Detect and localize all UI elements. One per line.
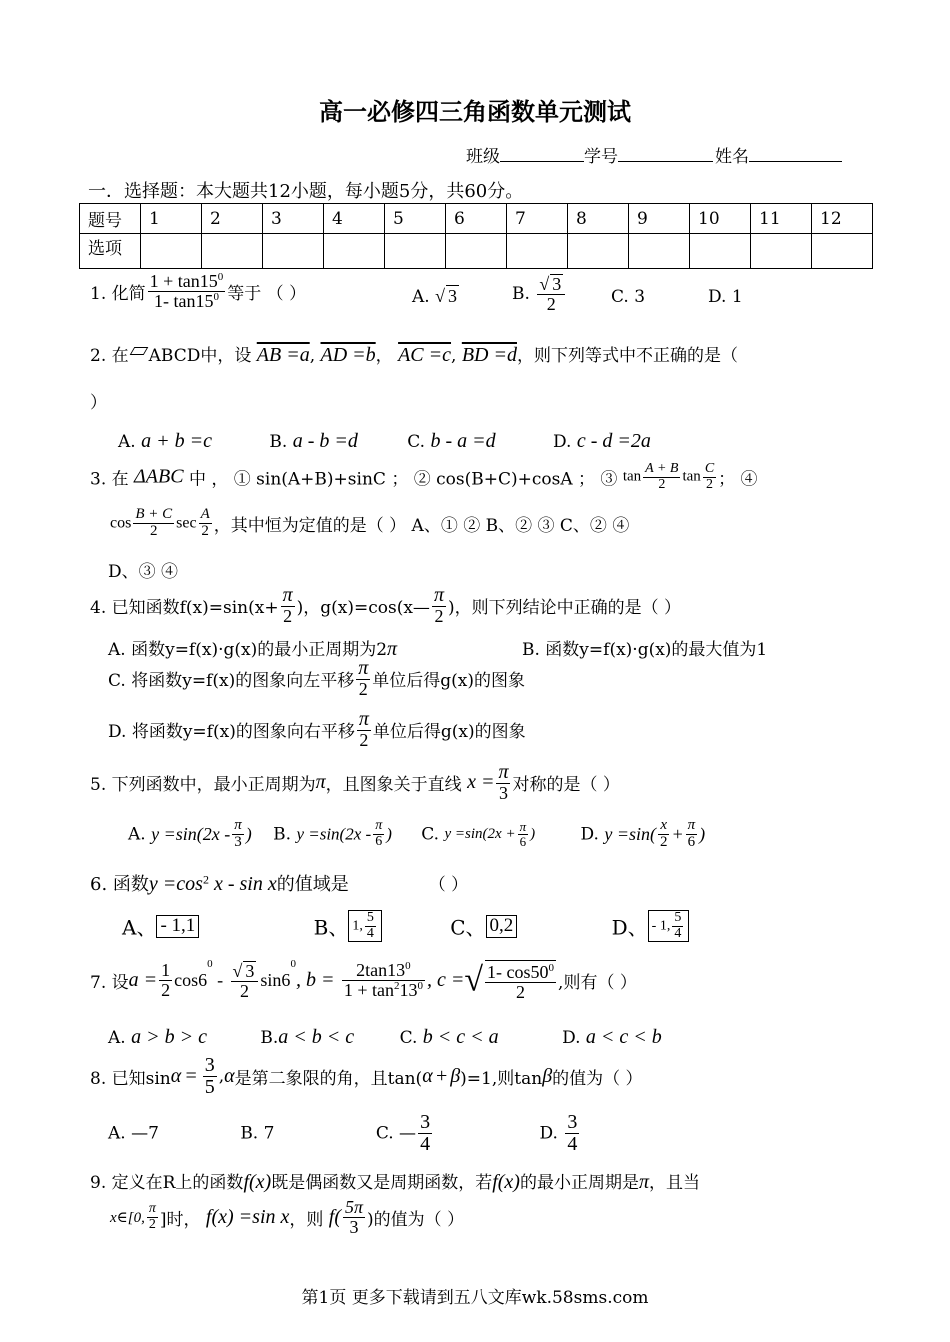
answer-cell[interactable] [446, 234, 507, 269]
q7-av: a = [128, 969, 158, 991]
q6-b-frac [365, 911, 376, 941]
q7-d-label: D. [562, 1028, 581, 1048]
table-cell: 9 [629, 204, 690, 234]
q7-bd1: 1 + tan [343, 980, 394, 1000]
q8-alpha: α [422, 1065, 433, 1087]
q8-beta: β [450, 1065, 461, 1087]
q8-a-opt: A. —7 [108, 1123, 159, 1144]
q6-four: 4 [366, 925, 374, 941]
q3-frac1 [643, 462, 680, 492]
table-cell: 2 [202, 204, 263, 234]
q2-bd: BD =d [461, 344, 517, 366]
q5-pi: π [687, 817, 696, 833]
q4-frac1 [281, 585, 295, 626]
q9-frac1 [147, 1202, 158, 1232]
q5-c-label: C. [421, 824, 440, 845]
question-5 [90, 762, 620, 803]
q5-a-frac [232, 818, 244, 851]
q1-b-label: B. [512, 283, 530, 304]
q5-pi: π [234, 817, 242, 833]
q5-a-expr: y =sin(2x - [151, 823, 231, 844]
q1-b-num: 3 [552, 274, 562, 294]
q5-b-frac [373, 819, 384, 849]
q7-one: 1 [161, 960, 171, 981]
q9-xin: x∈[0, [110, 1209, 145, 1226]
q3-tail: ，其中恒为定值的是（ ） A、① ② B、② ③ C、② ④ [213, 515, 630, 536]
q9-pi: π [148, 1201, 156, 1217]
table-cell: 选项 [80, 234, 141, 269]
question-4 [90, 585, 681, 626]
q5-six: 6 [687, 833, 696, 850]
table-cell: 6 [446, 204, 507, 234]
q1-num: 1 + tan15 [149, 271, 218, 291]
section-heading: 一．选择题：本大题共12小题，每小题5分，共60分。 [88, 181, 524, 202]
q1-option-c: C. 3 [611, 287, 646, 307]
q6-d-text: - 1, [651, 918, 671, 934]
answer-cell[interactable] [202, 234, 263, 269]
q5-pi: π [498, 761, 509, 783]
q5-three: 3 [234, 833, 242, 850]
q7-a-label: A. [108, 1028, 126, 1048]
q2-lead: 2. 在 [90, 346, 129, 366]
q7-two: 2 [516, 981, 526, 1002]
q3-frac3 [133, 507, 174, 540]
q7-deg: 0 [207, 958, 213, 970]
q1-suffix: 等于 （ ） [227, 283, 307, 304]
q4-option-d [108, 709, 526, 750]
q8-d: )=1,则tan [460, 1069, 543, 1089]
q4-pi: π [433, 584, 444, 606]
id-blank[interactable] [618, 143, 713, 162]
q2-b-expr: a - b =d [292, 430, 358, 452]
q5-a-close: ) [245, 823, 252, 844]
q2-tail: ，则下列等式中不正确的是（ [516, 346, 738, 366]
q4-c: )，则下列结论中正确的是（ ） [447, 597, 682, 618]
q1-b-den: 2 [546, 293, 556, 314]
question-9 [90, 1168, 700, 1194]
q8-e: 的值为（ ） [552, 1069, 643, 1089]
q7-a: 7. 设 [90, 973, 129, 993]
q7-b-expr: a < b < c [278, 1026, 355, 1048]
q7-deg: 0 [548, 961, 555, 974]
q1-a-val: 3 [447, 286, 457, 306]
q8-d-opt: D. [539, 1123, 558, 1144]
q5-pi: π [315, 770, 326, 793]
class-blank[interactable] [500, 143, 584, 162]
q5-d-frac1 [658, 818, 670, 851]
question-6 [90, 870, 468, 896]
q1-deg: 0 [217, 271, 224, 283]
q5-c-close: ) [530, 825, 536, 842]
q6-f2: x - sin x [208, 873, 277, 895]
q9-fsin: f(x) =sin x [205, 1205, 290, 1228]
q9-frac2 [343, 1198, 365, 1237]
table-cell: 11 [751, 204, 812, 234]
table-row [80, 204, 873, 234]
q2-b-label: B. [269, 432, 288, 452]
answer-cell[interactable] [141, 234, 202, 269]
q4-c-frac [356, 658, 370, 699]
q3-cos: cos [110, 514, 132, 532]
q3-c: C [704, 461, 715, 476]
answer-cell[interactable] [751, 234, 812, 269]
q4-pi: π [358, 657, 369, 679]
q8-c-opt: C. — [375, 1123, 417, 1144]
q5-d-frac2 [686, 818, 698, 851]
q2-c-label: C. [407, 432, 426, 452]
q6-sup: 2 [202, 872, 209, 887]
q7-c-expr: b < c < a [422, 1026, 499, 1048]
q2-ac: AC =c [398, 344, 452, 366]
q1-prefix: 1. 化简 [90, 283, 146, 304]
table-cell: 8 [568, 204, 629, 234]
q1-a-label: A. [412, 287, 430, 307]
q8-four: 4 [567, 1133, 578, 1155]
q5-x: x = [467, 770, 495, 793]
q4-pi: π [282, 584, 293, 606]
q2-ad: AD =b [320, 344, 376, 366]
q7-bn: 2tan13 [356, 960, 406, 981]
q8-beta: β [542, 1065, 553, 1087]
q1-option-a: A. √ 3 [412, 286, 457, 307]
q2-close: ） [90, 393, 107, 413]
q7-two: 2 [239, 980, 249, 1001]
q9-a: 9. 定义在R上的函数 [90, 1173, 244, 1193]
q3-tan: tan [682, 468, 701, 485]
q8-b: , [218, 1066, 225, 1087]
q1-b-frac: $\frac{√ 3}{2}$ [537, 274, 565, 314]
class-label: 班级 [466, 147, 500, 167]
q9-line2 [110, 1198, 464, 1237]
q5-b-expr: y =sin(2x - [296, 824, 372, 844]
q3-apb: A + B [645, 461, 679, 476]
q4-d-text1: D. 将函数y=f(x)的图象向右平移 [108, 721, 355, 742]
q4-option-b: B. 函数y=f(x)·g(x)的最大值为1 [522, 640, 768, 660]
q3-end: ； ④ [718, 469, 758, 490]
answer-cell[interactable] [812, 234, 873, 269]
question-7: 7. 设a = $\frac{1}{2}$ $\cos 6^0$ - $\frac{√ 3}{2}$ $\sin 6^0$, b = $\frac{2\tan 13^0}{1 + \tan^213^0}$ , c =√ $\frac{1- \cos 50^0}{2}$ ,则有（ ） [90, 958, 637, 1002]
q4-a-text: A. 函数y=f(x)·g(x)的最小正周期为2 [108, 640, 388, 660]
question-3 [90, 462, 758, 492]
parallelogram-icon [129, 347, 148, 355]
q8-frac [203, 1055, 217, 1098]
q7-cn: 1- cos50 [487, 961, 549, 982]
table-cell: 3 [263, 204, 324, 234]
page-title: 高一必修四三角函数单元测试 [319, 97, 631, 126]
q5-a-label: A. [128, 824, 146, 845]
q8-alpha: α [224, 1065, 235, 1087]
table-row [80, 234, 873, 269]
answer-cell[interactable] [690, 234, 751, 269]
table-cell: 7 [507, 204, 568, 234]
q4-d-frac [357, 709, 371, 750]
q3-frac4 [199, 507, 212, 540]
q9-three: 3 [349, 1216, 359, 1237]
q5-frac [496, 762, 510, 803]
answer-cell[interactable] [507, 234, 568, 269]
q7-sin6: sin6 [260, 970, 291, 990]
q5-x: x [658, 818, 670, 835]
q3-triangle: ΔABC [134, 465, 184, 488]
q7-b-label: B. [260, 1028, 279, 1048]
answer-cell[interactable] [568, 234, 629, 269]
q5-c: 对称的是（ ） [512, 774, 620, 795]
q3-two: 2 [201, 522, 209, 539]
table-cell: 5 [385, 204, 446, 234]
q7-sup2: 2 [394, 980, 400, 992]
q9-d: ，且当 [649, 1173, 700, 1193]
q5-b-label: B. [273, 824, 292, 845]
table-cell: 1 [141, 204, 202, 234]
q6-five: 5 [366, 910, 374, 925]
q8-d-frac [565, 1112, 579, 1155]
q5-pi: π [519, 819, 527, 835]
q1-fraction [148, 272, 226, 311]
q9-f5: f( [328, 1205, 342, 1228]
q6-d-label: D、 [611, 915, 648, 940]
table-cell: 12 [812, 204, 873, 234]
q7-d-expr: a < c < b [585, 1026, 662, 1048]
q5-c-expr: y =sin(2x + [444, 825, 516, 842]
q7-bv: , b = [295, 969, 335, 991]
q9-fx: f(x) [243, 1171, 272, 1193]
q9-b: 既是偶函数又是周期函数，若 [271, 1173, 493, 1193]
answer-table [79, 203, 873, 269]
q6-a: 6. 函数 [90, 874, 149, 895]
q8-three: 3 [420, 1111, 431, 1133]
q8-a: 8. 已知sin [90, 1069, 171, 1089]
q4-two: 2 [283, 606, 293, 626]
q9-fivepi: 5π [345, 1197, 364, 1217]
q3-lead: 3. 在 [90, 469, 129, 490]
q7-deg: 0 [405, 960, 411, 973]
table-cell: 4 [324, 204, 385, 234]
q3-line2 [110, 507, 629, 540]
answer-cell[interactable] [324, 234, 385, 269]
q5-a: 5. 下列函数中，最小正周期为 [90, 774, 316, 795]
q6-c-val: 0,2 [486, 915, 518, 938]
q1-den: 1- tan15 [153, 290, 214, 311]
q2-options [118, 430, 651, 453]
name-blank[interactable] [749, 143, 842, 162]
q5-six: 6 [375, 833, 383, 849]
q7-c-frac [485, 960, 556, 1002]
q8-four: 4 [420, 1133, 431, 1155]
q3-two: 2 [705, 476, 713, 492]
q7-half [159, 961, 172, 1000]
q8-eq: = [184, 1065, 198, 1087]
q9-pi: π [638, 1171, 649, 1193]
q4-two: 2 [359, 730, 369, 750]
answer-cell[interactable] [629, 234, 690, 269]
q9-two: 2 [148, 1216, 156, 1232]
q1-option-d: D. 1 [708, 287, 743, 307]
q6-b-text: 1, [352, 918, 363, 934]
q3-a: A [200, 506, 210, 522]
question-1 [90, 272, 306, 311]
footer: 第1页 更多下载请到五八文库wk.58sms.com [301, 1288, 649, 1308]
q5-two: 2 [659, 833, 668, 850]
q2-d-label: D. [553, 432, 572, 452]
q3-sec: sec [176, 514, 197, 532]
q6-f1: y =cos [148, 873, 203, 895]
q5-three: 3 [498, 783, 508, 803]
q8-alpha: α [170, 1065, 182, 1087]
q8-c-frac [418, 1112, 432, 1155]
q7-bd2: 13 [399, 980, 418, 1000]
q8-c: 是第二象限的角，且tan( [234, 1069, 423, 1089]
q6-paren: （ ） [428, 875, 469, 895]
q2-text: ABCD中，设 [148, 346, 252, 366]
table-cell: 题号 [80, 204, 141, 234]
q7-a-expr: a > b > c [131, 1026, 207, 1048]
q5-b: ，且图象关于直线 [325, 774, 462, 795]
q8-five: 5 [204, 1076, 215, 1098]
question-2: 2. 在 ABCD中，设 AB =a, AD =b， AC =c, BD =d，则下列等式中不正确的是（ [90, 344, 738, 366]
table-cell: 10 [690, 204, 751, 234]
q7-deg: 0 [290, 958, 296, 970]
q9-g: )的值为（ ） [367, 1209, 465, 1230]
q4-a: 4. 已知函数f(x)=sin(x+ [90, 597, 279, 618]
q4-frac2 [432, 585, 446, 626]
q6-b-val [348, 910, 382, 942]
q4-two: 2 [358, 679, 368, 699]
q8-plus: + [434, 1065, 449, 1087]
q3-frac2 [703, 462, 716, 492]
q6-b-label: B、 [313, 915, 349, 940]
q3-two: 2 [149, 522, 158, 539]
q7-cos6: cos6 [174, 970, 208, 990]
q5-options [128, 818, 705, 851]
q2-ab: AB =a [256, 344, 310, 366]
q6-d-val [648, 910, 690, 942]
q5-pi: π [375, 818, 383, 834]
id-label: 学号 [584, 147, 618, 167]
q6-c-label: C、 [450, 915, 486, 940]
q5-six: 6 [519, 833, 527, 849]
q6-five: 5 [674, 910, 682, 925]
answer-cell[interactable] [385, 234, 446, 269]
q8-b-opt: B. 7 [240, 1123, 275, 1144]
q3-two: 2 [658, 476, 666, 492]
q8-three: 3 [204, 1054, 215, 1076]
name-label: 姓名 [715, 147, 749, 167]
q7-deg: 0 [417, 980, 423, 992]
q2-a-expr: a + b =c [141, 430, 212, 452]
q4-c-text1: C. 将函数y=f(x)的图象向左平移 [108, 670, 355, 691]
q4-a-pi: π [387, 638, 398, 660]
q7-three: 3 [245, 960, 255, 981]
q3-items: 中 ， ① sin(A+B)+sinC ； ② cos(B+C)+cosA ； ③ [188, 469, 618, 490]
q7-two: 2 [161, 980, 171, 1000]
q4-two: 2 [434, 606, 444, 626]
q7-root-frac: $\frac{√ 3}{2}$ [231, 961, 259, 1001]
q7-end: ,则有（ ） [558, 973, 637, 993]
question-8 [90, 1055, 643, 1098]
q7-options [108, 1026, 662, 1049]
q8-options [108, 1112, 581, 1155]
q3-option-d: D、③ ④ [108, 562, 179, 582]
q4-pi: π [358, 708, 369, 730]
q6-four: 4 [674, 925, 682, 941]
q5-c-frac [518, 820, 529, 848]
student-info [466, 142, 842, 167]
q6-options [122, 910, 689, 942]
q3-tan: tan [622, 468, 642, 485]
q2-d-expr: c - d =2a [576, 430, 651, 452]
q9-f: ，则 [289, 1209, 324, 1230]
q9-e: ]时， [159, 1209, 201, 1230]
q2-a-label: A. [118, 432, 136, 452]
q6-b: 的值域是 [276, 874, 349, 895]
q9-c: 的最小正周期是 [519, 1173, 639, 1193]
q7-b-frac [342, 961, 425, 1000]
q5-d-expr: y =sin( [604, 823, 656, 844]
q6-a-val: - 1,1 [156, 915, 199, 938]
q6-d-frac [672, 911, 683, 941]
q5-d-close: ) [699, 823, 706, 844]
q1-option-b [512, 274, 567, 314]
q1-deg: 0 [213, 290, 219, 303]
q4-d-text2: 单位后得g(x)的图象 [372, 721, 526, 742]
q7-cv: , c = [427, 969, 465, 991]
q8-three: 3 [567, 1111, 578, 1133]
q5-b-close: ) [386, 824, 392, 844]
q4-c-text2: 单位后得g(x)的图象 [372, 670, 525, 691]
q4-b: )，g(x)=cos(x— [296, 597, 430, 618]
q9-fx: f(x) [492, 1171, 520, 1193]
q3-bpc: B + C [135, 506, 173, 522]
q4-option-c [108, 658, 525, 699]
q2-c-expr: b - a =d [430, 430, 496, 452]
q6-a-label: A、 [122, 915, 157, 940]
answer-cell[interactable] [263, 234, 324, 269]
q7-minus: - [212, 970, 224, 990]
q7-c-label: C. [399, 1028, 418, 1048]
q5-d-label: D. [580, 824, 599, 845]
q5-d-plus: + [671, 823, 684, 844]
